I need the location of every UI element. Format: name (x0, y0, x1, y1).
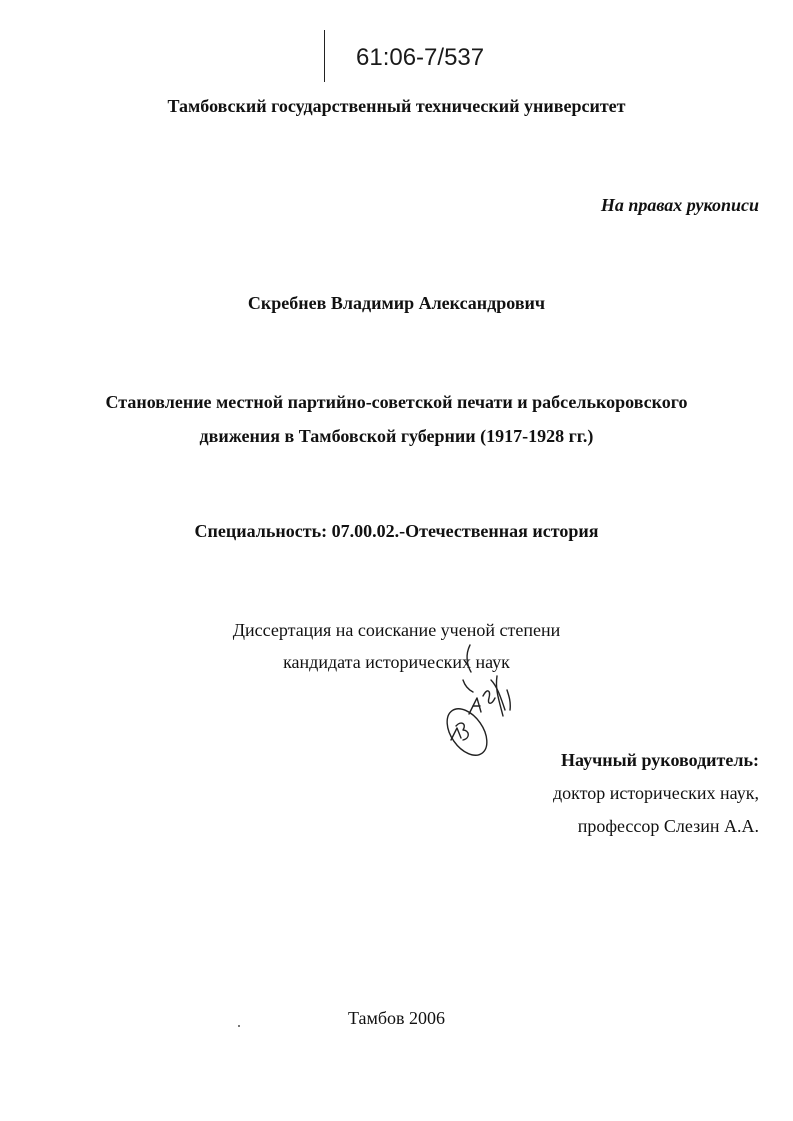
handwritten-signature (425, 640, 525, 770)
manuscript-note: На правах рукописи (600, 195, 759, 215)
supervisor-name: профессор Слезин А.А. (577, 816, 759, 836)
dissertation-title-line-2: движения в Тамбовской губернии (1917-1928 гг.) (199, 426, 594, 446)
archive-code: 61:06-7/537 (356, 44, 485, 71)
supervisor-degree: доктор исторических наук, (553, 783, 759, 803)
archive-stamp-bar (324, 30, 325, 82)
author-name: Скребнев Владимир Александрович (247, 293, 546, 313)
place-year: Тамбов 2006 (347, 1008, 446, 1028)
specialty: Специальность: 07.00.02.-Отечественная история (194, 521, 599, 541)
degree-line-2: кандидата исторических наук (283, 652, 510, 672)
university-name: Тамбовский государственный технический университет (167, 96, 626, 116)
supervisor-heading: Научный руководитель: (561, 750, 759, 770)
dissertation-title-line-1: Становление местной партийно-советской печати и рабселькоровского (105, 392, 688, 412)
scan-speck (238, 1025, 240, 1027)
degree-line-1: Диссертация на соискание ученой степени (232, 620, 561, 640)
